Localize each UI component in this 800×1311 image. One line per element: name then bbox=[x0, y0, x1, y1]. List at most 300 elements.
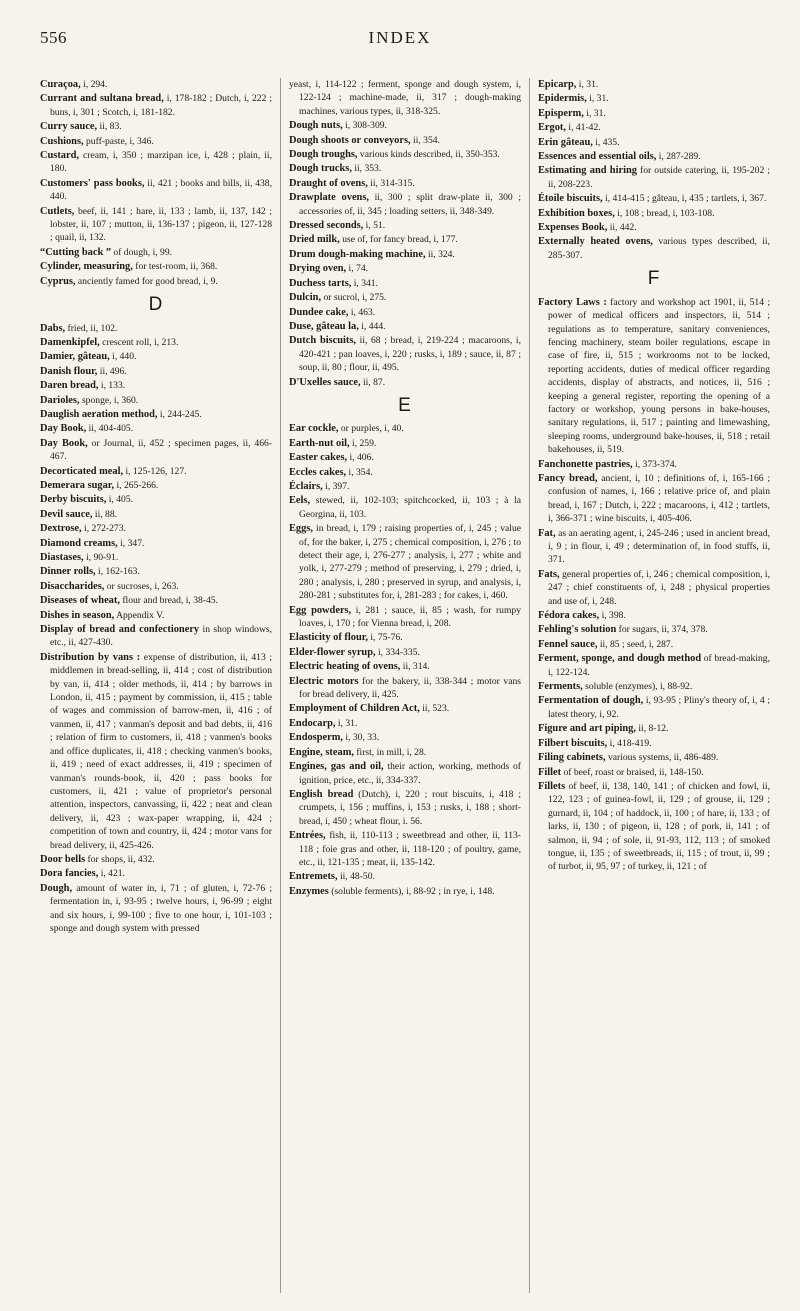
entry-heading: Drum dough-making machine, bbox=[289, 248, 426, 260]
entry-references: anciently famed for good bread, i, 9. bbox=[75, 275, 218, 287]
entry-heading: Dora fancies, bbox=[40, 868, 99, 880]
entry-references: ii, 48-50. bbox=[337, 871, 375, 883]
index-entry bbox=[538, 766, 770, 779]
entry-heading: Damenkipfel, bbox=[40, 336, 100, 348]
entry-references: i, 397. bbox=[322, 480, 350, 492]
entry-heading: Custard, bbox=[40, 150, 79, 162]
index-entry bbox=[538, 652, 770, 679]
index-entry bbox=[289, 233, 521, 246]
index-entry bbox=[538, 568, 770, 608]
entry-references: i, 125-126, 127. bbox=[123, 465, 187, 477]
entry-heading: Dextrose, bbox=[40, 523, 82, 535]
index-entry bbox=[40, 508, 272, 521]
entry-heading: Diamond creams, bbox=[40, 537, 118, 549]
entry-heading: Draught of ovens, bbox=[289, 177, 368, 189]
entry-heading: Erin gâteau, bbox=[538, 136, 593, 148]
entry-heading: Ear cockle, bbox=[289, 423, 339, 435]
entry-references: fried, ii, 102. bbox=[65, 322, 118, 334]
index-entry bbox=[538, 623, 770, 636]
entry-references: first, in mill, i, 28. bbox=[353, 746, 427, 758]
index-entry bbox=[538, 92, 770, 105]
entry-references: or Journal, ii, 452 ; specimen pages, ii, 466-467. bbox=[50, 437, 272, 463]
entry-heading: Dauglish aeration method, bbox=[40, 408, 158, 420]
entry-references: for outside catering, ii, 195-202 ; ii, 208-223. bbox=[548, 165, 770, 190]
entry-references: i, 414-415 ; gâteau, i, 435 ; tartlets, i, 367. bbox=[602, 193, 767, 205]
entry-references: ii, 68 ; bread, i, 219-224 ; macaroons, i, 420-421 ; pan loaves, i, 220 ; rusks, i, 189 ; sauce, ii, 87 ; soup, ii, 80 ; flour, ii, 495. bbox=[299, 335, 521, 374]
entry-heading: Dishes in season, bbox=[40, 609, 115, 621]
index-entry bbox=[40, 205, 272, 245]
entry-heading: Eggs, bbox=[289, 523, 313, 535]
index-column-3 bbox=[529, 78, 770, 1293]
entry-heading: Devil sauce, bbox=[40, 508, 93, 520]
entry-heading: Figure and art piping, bbox=[538, 723, 636, 735]
entry-heading: Earth-nut oil, bbox=[289, 437, 350, 449]
entry-references: as an aerating agent, i, 245-246 ; used in ancient bread, i, 9 ; in flour, i, 49 ; determination of, in food stuffs, ii, 371. bbox=[548, 527, 770, 566]
entry-heading: Fermentation of dough, bbox=[538, 695, 644, 707]
entry-references: i, 444. bbox=[358, 320, 386, 332]
entry-references: i, 421. bbox=[98, 868, 125, 880]
entry-heading: Fanchonette pastries, bbox=[538, 458, 633, 470]
entry-references: i, 334-335. bbox=[375, 646, 420, 658]
index-entry bbox=[289, 262, 521, 275]
index-entry bbox=[538, 150, 770, 163]
entry-heading: Dundee cake, bbox=[289, 306, 349, 318]
entry-heading: “Cutting back ” bbox=[40, 246, 112, 258]
entry-references: for sugars, ii, 374, 378. bbox=[616, 624, 708, 636]
entry-heading: Dressed seconds, bbox=[289, 220, 364, 232]
entry-heading: Curaçoa, bbox=[40, 79, 81, 90]
entry-references: for shops, ii, 432. bbox=[85, 853, 155, 865]
entry-heading: English bread bbox=[289, 788, 354, 800]
entry-references: yeast, i, 114-122 ; ferment, sponge and dough system, i, 122-124 ; machine-made, ii, 317 ; dough-making machines, various types, ii, 318-325. bbox=[289, 79, 521, 117]
index-entry bbox=[40, 882, 272, 936]
entry-references: for the bakery, ii, 338-344 ; motor vans for bread delivery, ii, 425. bbox=[299, 675, 521, 701]
index-entry bbox=[538, 78, 770, 91]
index-entry bbox=[289, 702, 521, 715]
entry-heading: Demerara sugar, bbox=[40, 479, 115, 491]
entry-references: i, 133. bbox=[98, 380, 126, 392]
entry-references: i, 308-309. bbox=[342, 120, 387, 132]
entry-heading: Disaccharides, bbox=[40, 580, 105, 592]
entry-references: in shop windows, etc., ii, 427-430. bbox=[50, 624, 272, 649]
entry-heading: Elasticity of flour, bbox=[289, 632, 368, 644]
entry-heading: Darioles, bbox=[40, 394, 80, 406]
index-entry bbox=[538, 164, 770, 191]
entry-heading: Essences and essential oils, bbox=[538, 151, 657, 163]
index-entry bbox=[40, 609, 272, 622]
entry-heading: Day Book, bbox=[40, 437, 88, 449]
entry-references: for test-room, ii, 368. bbox=[132, 261, 218, 273]
entry-references: beef, ii, 141 ; hare, ii, 133 ; lamb, ii, 137, 142 ; lobster, ii, 107 ; mutton, ii, 136-137 ; pigeon, ii, 127-128 ; quail, ii, 132. bbox=[50, 205, 272, 244]
entry-references: ii, 496. bbox=[97, 365, 127, 377]
entry-references: i, 398. bbox=[599, 610, 626, 622]
entry-heading: Fancy bread, bbox=[538, 472, 598, 484]
entry-heading: Drying oven, bbox=[289, 263, 347, 275]
entry-references: i, 418-419. bbox=[607, 737, 652, 749]
entry-heading: Entremets, bbox=[289, 871, 338, 883]
entry-heading: Duse, gâteau la, bbox=[289, 320, 359, 332]
entry-heading: Daren bread, bbox=[40, 380, 99, 392]
entry-references: ii, 314-315. bbox=[367, 177, 415, 189]
index-entry bbox=[289, 320, 521, 333]
entry-references: various types described, ii, 285-307. bbox=[548, 236, 770, 261]
entry-references: fish, ii, 110-113 ; sweetbread and other, ii, 113-118 ; foie gras and other, ii, 118-120 ; of poultry, game, etc., ii, 121-135 ; meat, ii, 135-142. bbox=[299, 830, 521, 868]
index-entry bbox=[289, 746, 521, 759]
entry-heading: Cutlets, bbox=[40, 205, 75, 217]
entry-references: amount of water in, i, 71 ; of gluten, i, 72-76 ; fermentation in, i, 93-95 ; twelve hours, i, 96-99 ; eight and six hours, i, 99-100 ; five to one hour, i, 101-103 ; sponge and dough system with pressed bbox=[50, 882, 272, 934]
entry-references: crescent roll, i, 213. bbox=[99, 336, 179, 348]
entry-heading: Dough trucks, bbox=[289, 163, 352, 175]
entry-references: puff-paste, i, 346. bbox=[83, 135, 154, 147]
page-number: 556 bbox=[40, 28, 67, 47]
entry-references: i, 287-289. bbox=[656, 151, 701, 163]
index-entry bbox=[538, 192, 770, 205]
index-entry bbox=[538, 458, 770, 471]
entry-references: i, 41-42. bbox=[566, 122, 601, 134]
entry-references: (Dutch), i, 220 ; rout biscuits, i, 418 ; crumpets, i, 156 ; muffins, i, 153 ; rusks, i, 188 ; short-bread, i, 450 ; wheat flour, i. 56. bbox=[299, 788, 521, 827]
index-entry bbox=[538, 296, 770, 457]
entry-references: i, 31. bbox=[576, 79, 599, 90]
index-entry bbox=[289, 717, 521, 730]
entry-heading: Damier, gâteau, bbox=[40, 351, 110, 363]
index-entry bbox=[538, 751, 770, 764]
entry-heading: Engine, steam, bbox=[289, 746, 354, 758]
entry-heading: Dutch biscuits, bbox=[289, 335, 357, 347]
index-entry bbox=[40, 537, 272, 550]
entry-references: i, 440. bbox=[109, 351, 137, 363]
entry-heading: Fillet bbox=[538, 766, 562, 778]
entry-heading: Drawplate ovens, bbox=[289, 192, 369, 204]
entry-heading: Étoile biscuits, bbox=[538, 193, 603, 205]
index-entry bbox=[289, 78, 521, 118]
entry-references: ii, 353. bbox=[351, 163, 382, 175]
index-entry bbox=[289, 148, 521, 161]
index-entry bbox=[289, 604, 521, 631]
entry-heading: Door bells bbox=[40, 853, 86, 865]
entry-references: i, 272-273. bbox=[81, 523, 126, 535]
index-entry bbox=[40, 92, 272, 119]
index-entry bbox=[538, 527, 770, 567]
page-header bbox=[40, 28, 760, 58]
index-entry bbox=[538, 136, 770, 149]
entry-heading: Day Book, bbox=[40, 423, 87, 435]
entry-references: i, 265-266. bbox=[114, 479, 159, 491]
index-entry bbox=[40, 867, 272, 880]
entry-references: i, 31. bbox=[335, 717, 358, 729]
entry-references: ii, 404-405. bbox=[86, 423, 134, 435]
entry-heading: Currant and sultana bread, bbox=[40, 93, 164, 105]
entry-heading: Epicarp, bbox=[538, 79, 577, 90]
index-entry bbox=[40, 365, 272, 378]
entry-heading: Egg powders, bbox=[289, 604, 352, 616]
entry-references: use of, for fancy bread, i, 177. bbox=[339, 234, 458, 246]
entry-heading: Electric heating of ovens, bbox=[289, 661, 401, 673]
index-entry bbox=[289, 731, 521, 744]
entry-heading: Epidermis, bbox=[538, 93, 587, 105]
entry-references: ii, 8-12. bbox=[635, 723, 669, 735]
index-entry bbox=[289, 494, 521, 521]
index-entry bbox=[40, 623, 272, 650]
index-entry bbox=[40, 465, 272, 478]
entry-references: various kinds described, ii, 350-353. bbox=[357, 149, 500, 161]
entry-heading: Filbert biscuits, bbox=[538, 737, 608, 749]
index-entry bbox=[289, 219, 521, 232]
index-entry bbox=[40, 565, 272, 578]
entry-heading: Exhibition boxes, bbox=[538, 207, 615, 219]
index-entry bbox=[289, 248, 521, 261]
index-entry bbox=[538, 722, 770, 735]
section-letter: D bbox=[148, 294, 164, 316]
index-entry bbox=[289, 191, 521, 218]
entry-references: or sucrol, i, 275. bbox=[321, 292, 387, 304]
entry-heading: Ergot, bbox=[538, 122, 566, 134]
index-entry bbox=[40, 135, 272, 148]
index-entry bbox=[289, 277, 521, 290]
entry-heading: Elder-flower syrup, bbox=[289, 646, 376, 658]
index-entry bbox=[40, 580, 272, 593]
index-entry bbox=[40, 853, 272, 866]
entry-heading: Cushions, bbox=[40, 135, 84, 147]
index-entry bbox=[289, 870, 521, 883]
entry-references: ii, 354. bbox=[410, 134, 440, 146]
index-entry bbox=[538, 121, 770, 134]
entry-heading: Danish flour, bbox=[40, 365, 98, 377]
index-entry bbox=[289, 451, 521, 464]
entry-heading: Éclairs, bbox=[289, 480, 323, 492]
entry-references: flour and bread, i, 38-45. bbox=[119, 595, 218, 607]
entry-references: sponge, i, 360. bbox=[79, 394, 139, 406]
entry-references: expense of distribution, ii, 413 ; middlemen in bread-selling, ii, 414 ; cost of distribution by van, ii, 414 ; older methods, ii, 414 ; by barrows in London, ii, 415 ; payment by commission, ii, 415 ; table of wages and commission of barrow-men, ii, 416 ; of vanmen, ii, 417 ; vanman's deposit and bad debts, ii, 416 ; relation of firm to customers, ii, 418 ; vanmen's books and office duplicates, ii, 418 ; checking vanmen's books, ii, 419 ; need of exact addresses, ii, 419 ; specimen of vanman's rounds-book, ii, 420 ; pass books for customers, ii, 421 ; value of proprietor's personal attention, inspectors, canvassing, ii, 422 ; neat and clean delivery, ii, 423 ; wax-paper wrapping, ii, 424 ; competition of town and country, ii, 424 ; motor vans for bread delivery, ii, 425-426. bbox=[50, 651, 272, 851]
entry-references: i, 108 ; bread, i, 103-108. bbox=[614, 207, 715, 219]
entry-references: i, 281 ; sauce, ii, 85 ; wash, for rumpy loaves, i, 170 ; for Vienna bread, i, 208. bbox=[299, 604, 521, 630]
entry-references: (soluble ferments), i, 88-92 ; in rye, i, 148. bbox=[328, 885, 495, 897]
index-entry bbox=[289, 660, 521, 673]
index-entry bbox=[289, 162, 521, 175]
entry-references: i, 435. bbox=[592, 136, 620, 148]
index-entry bbox=[289, 177, 521, 190]
index-entry bbox=[289, 631, 521, 644]
index-entry bbox=[289, 646, 521, 659]
entry-references: ii, 300 ; split draw-plate ii, 300 ; accessories of, ii, 345 ; loading setters, ii, 348-349. bbox=[299, 192, 521, 217]
entry-heading: Expenses Book, bbox=[538, 222, 608, 234]
entry-heading: Easter cakes, bbox=[289, 452, 348, 464]
index-entry bbox=[289, 675, 521, 702]
entry-references: i, 347. bbox=[117, 537, 145, 549]
index-entry bbox=[289, 134, 521, 147]
entry-references: ii, 324. bbox=[425, 248, 455, 260]
entry-heading: Eccles cakes, bbox=[289, 466, 347, 478]
entry-references: i, 90-91. bbox=[83, 552, 119, 563]
section-letter: F bbox=[647, 268, 661, 290]
entry-references: i, 341. bbox=[351, 277, 378, 289]
entry-references: ii, 85 ; seed, i, 287. bbox=[597, 638, 674, 650]
page-title: INDEX bbox=[368, 28, 432, 47]
entry-references: their action, working, methods of ignition, price, etc., ii, 334-337. bbox=[299, 761, 521, 786]
index-entry bbox=[40, 379, 272, 392]
entry-references: ancient, i, 10 ; definitions of, i, 165-166 ; confusion of names, i, 166 ; relative price of, and plain bread, i, 167 ; Dutch, i, 222 ; macaroons, i, 412 ; tartlets, i, 366-371 ; wine biscuits, i, 405-406. bbox=[548, 472, 770, 525]
index-column-1 bbox=[40, 78, 272, 1293]
entry-references: of bread-making, i, 122-124. bbox=[548, 653, 770, 678]
entry-references: i, 31. bbox=[586, 93, 609, 105]
entry-heading: Ferment, sponge, and dough method bbox=[538, 653, 702, 665]
index-entry bbox=[40, 522, 272, 535]
entry-references: of beef, ii, 138, 140, 141 ; of chicken and fowl, ii, 122, 123 ; of guinea-fowl, ii, 129 ; of grouse, ii, 129 ; gurnard, ii, 104 ; of haddock, ii, 100 ; of hare, ii, 133 ; of larks, ii, 130 ; of pigeon, ii, 128 ; of pork, ii, 141 ; of salmon, ii, 94 ; of sole, ii, 91-93, 112, 113 ; of smoked tongue, ii, 135 ; of sweetbreads, ii, 115 ; of trout, ii, 99 ; of turbot, ii, 95, 97 ; of turkey, ii, 121 ; of bbox=[548, 780, 770, 873]
index-entry bbox=[40, 350, 272, 363]
entry-heading: Display of bread and confectionery bbox=[40, 624, 200, 636]
entry-heading: Factory Laws : bbox=[538, 296, 607, 308]
entry-heading: Curry sauce, bbox=[40, 121, 98, 133]
entry-heading: Distribution by vans : bbox=[40, 651, 141, 663]
entry-references: i, 294. bbox=[80, 79, 108, 90]
entry-heading: Dough nuts, bbox=[289, 120, 343, 132]
entry-heading: Endosperm, bbox=[289, 732, 343, 744]
entry-references: i, 30, 33. bbox=[342, 732, 380, 744]
index-entry bbox=[40, 336, 272, 349]
entry-heading: Enzymes bbox=[289, 885, 329, 897]
entry-heading: Externally heated ovens, bbox=[538, 236, 653, 248]
index-entry bbox=[538, 235, 770, 262]
entry-heading: Dried milk, bbox=[289, 234, 340, 246]
index-entry bbox=[289, 119, 521, 132]
entry-heading: Fehling's solution bbox=[538, 624, 617, 636]
entry-heading: Fennel sauce, bbox=[538, 638, 598, 650]
index-entry bbox=[40, 177, 272, 204]
entry-heading: Fillets bbox=[538, 780, 566, 792]
index-entry bbox=[538, 737, 770, 750]
index-entry bbox=[538, 207, 770, 220]
entry-references: i, 405. bbox=[106, 494, 134, 506]
index-entry bbox=[289, 760, 521, 787]
entry-heading: Eels, bbox=[289, 495, 311, 507]
entry-references: ii, 523. bbox=[419, 703, 450, 715]
entry-references: i, 463. bbox=[348, 306, 376, 318]
index-entry bbox=[289, 306, 521, 319]
index-entry bbox=[40, 479, 272, 492]
entry-heading: Derby biscuits, bbox=[40, 494, 107, 506]
entry-references: i, 178-182 ; Dutch, i, 222 ; buns, i, 301 ; Scotch, i, 181-182. bbox=[50, 93, 272, 118]
entry-references: in bread, i, 179 ; raising properties of, i, 245 ; value of, for the baker, i, 275 ; chemical composition, i, 276 ; to detect their age, i, 276-277 ; analysis, i, 277 ; white and yolk, i, 277-279 ; method of preserving, i, 279 ; dried, i, 280 ; analysis, i, 280 ; preserved in syrup, and analysis, i, 280-281 ; substitutes for, i, 281-283 ; for cakes, i, 460. bbox=[299, 523, 521, 602]
entry-heading: Ferments, bbox=[538, 681, 583, 693]
entry-heading: Fats, bbox=[538, 568, 560, 580]
entry-heading: Dough troughs, bbox=[289, 149, 358, 161]
entry-heading: Duchess tarts, bbox=[289, 277, 352, 289]
entry-references: various systems, ii, 486-489. bbox=[605, 752, 719, 764]
index-entry bbox=[40, 246, 272, 259]
index-entry bbox=[40, 322, 272, 335]
index-entry bbox=[40, 78, 272, 91]
entry-heading: Dinner rolls, bbox=[40, 566, 96, 578]
entry-heading: Dough, bbox=[40, 882, 73, 894]
entry-heading: Diastases, bbox=[40, 552, 84, 563]
entry-references: ii, 88. bbox=[92, 508, 118, 520]
entry-heading: D'Uxelles sauce, bbox=[289, 376, 361, 388]
entry-heading: Entrées, bbox=[289, 830, 326, 842]
index-entry bbox=[40, 149, 272, 176]
entry-references: stewed, ii, 102-103; spitchcocked, ii, 103 ; à la Georgina, ii, 103. bbox=[299, 495, 521, 520]
entry-references: ii, 442. bbox=[607, 222, 637, 234]
index-entry bbox=[289, 829, 521, 869]
index-entry bbox=[538, 221, 770, 234]
index-entry bbox=[538, 107, 770, 120]
index-entry bbox=[40, 394, 272, 407]
entry-references: i, 373-374. bbox=[632, 458, 677, 470]
section-letter: E bbox=[398, 394, 412, 416]
entry-references: i, 259. bbox=[349, 437, 377, 449]
index-column-2 bbox=[280, 78, 521, 1293]
index-entry bbox=[289, 437, 521, 450]
entry-references: ii, 83. bbox=[97, 121, 122, 133]
index-entry bbox=[538, 680, 770, 693]
entry-references: i, 406. bbox=[347, 452, 374, 464]
entry-heading: Episperm, bbox=[538, 107, 584, 119]
entry-heading: Dulcin, bbox=[289, 292, 322, 304]
entry-references: ii, 87. bbox=[360, 376, 386, 388]
entry-heading: Dabs, bbox=[40, 322, 66, 334]
entry-references: i, 31. bbox=[583, 107, 606, 119]
index-entry bbox=[289, 885, 521, 898]
index-entry bbox=[40, 594, 272, 607]
entry-heading: Filing cabinets, bbox=[538, 752, 606, 764]
index-entry bbox=[40, 422, 272, 435]
entry-references: factory and workshop act 1901, ii, 514 ; power of medical officers and inspectors, ii, 514 ; regulations as to temperature, sanitary conveniences, fencing machinery, steam boiler regulations, escape in case of fire, ii, 515 ; workrooms not to be locked, reporting accidents, duties of medical officer regarding accidents, display of abstracts, and notices, ii, 516 ; keeping a general register, reporting the opening of a factory or workshop, young persons in bake-houses, sanitary regulations, ii, 517 ; painting and limewashing, sleeping rooms, underground bake-houses, ii, 518 ; retail bakehouses, ii, 519. bbox=[548, 296, 770, 456]
entry-references: Appendix V. bbox=[114, 609, 165, 621]
index-entry bbox=[40, 551, 272, 564]
entry-references: of dough, i, 99. bbox=[111, 246, 173, 258]
entry-references: soluble (enzymes), i, 88-92. bbox=[582, 681, 693, 693]
entry-heading: Customers' pass books, bbox=[40, 177, 145, 189]
entry-heading: Diseases of wheat, bbox=[40, 595, 120, 607]
index-entry bbox=[289, 334, 521, 374]
entry-heading: Fat, bbox=[538, 527, 556, 539]
entry-references: of beef, roast or braised, ii, 148-150. bbox=[561, 766, 704, 778]
index-entry bbox=[40, 437, 272, 464]
entry-references: i, 74. bbox=[346, 263, 369, 275]
index-entry bbox=[289, 376, 521, 389]
index-columns bbox=[40, 78, 770, 1293]
entry-references: general properties of, i, 246 ; chemical composition, i, 247 ; chief constituents of, i, 248 ; physical properties and use of, i, 248. bbox=[548, 568, 770, 607]
entry-references: i, 51. bbox=[363, 220, 386, 232]
entry-heading: Cyprus, bbox=[40, 275, 76, 287]
index-entry bbox=[538, 694, 770, 721]
index-entry bbox=[538, 780, 770, 874]
entry-references: i, 93-95 ; Pliny's theory of, i, 4 ; latest theory, i, 92. bbox=[548, 695, 770, 720]
index-entry bbox=[538, 609, 770, 622]
index-entry bbox=[289, 466, 521, 479]
entry-heading: Engines, gas and oil, bbox=[289, 761, 384, 773]
entry-references: i, 162-163. bbox=[95, 566, 140, 578]
index-entry bbox=[289, 422, 521, 435]
entry-heading: Cylinder, measuring, bbox=[40, 261, 133, 273]
entry-references: or purples, i, 40. bbox=[338, 423, 404, 435]
entry-heading: Employment of Children Act, bbox=[289, 703, 420, 715]
entry-references: cream, i, 350 ; marzipan ice, i, 428 ; plain, ii, 180. bbox=[50, 150, 272, 175]
index-entry bbox=[289, 522, 521, 602]
index-entry bbox=[538, 638, 770, 651]
entry-heading: Decorticated meal, bbox=[40, 465, 124, 477]
entry-references: or sucroses, i, 263. bbox=[104, 580, 179, 592]
index-entry bbox=[40, 651, 272, 852]
index-entry bbox=[289, 291, 521, 304]
entry-heading: Estimating and hiring bbox=[538, 165, 637, 177]
index-entry bbox=[40, 275, 272, 288]
index-entry bbox=[40, 260, 272, 273]
entry-references: i, 244-245. bbox=[157, 408, 202, 420]
entry-heading: Endocarp, bbox=[289, 717, 336, 729]
index-entry bbox=[538, 472, 770, 526]
index-entry bbox=[289, 480, 521, 493]
entry-heading: Fédora cakes, bbox=[538, 610, 600, 622]
index-entry bbox=[40, 408, 272, 421]
